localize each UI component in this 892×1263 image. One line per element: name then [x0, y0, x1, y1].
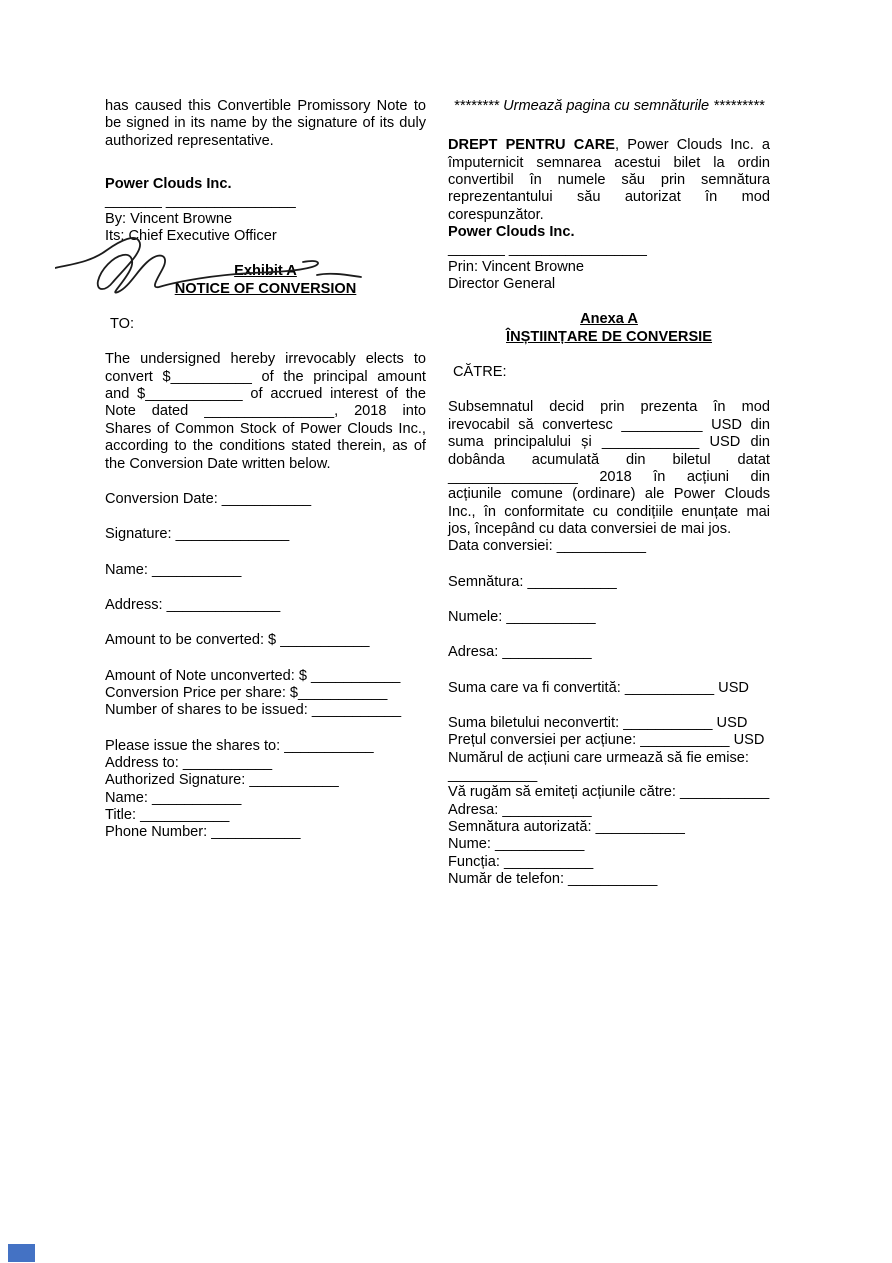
romanian-column [448, 98, 770, 888]
form-fields-spaced-ro [448, 574, 770, 697]
text-line: convertibil în numele său prin semnătura [448, 172, 770, 189]
text-line: Suma biletului neconvertit: ___________ USD [448, 714, 748, 731]
signature-page-note: ******** Urmează pagina cu semnăturile ********* [453, 98, 765, 114]
text-line: convert $__________ of the principal amount [105, 368, 426, 385]
text-line: and $____________ of accrued interest of the [105, 386, 426, 403]
form-fields-block1-en [105, 668, 426, 720]
form-fields-block2-en [105, 738, 426, 842]
text-line: acțiunile comune (ordinare) ale Power Clouds [448, 486, 770, 503]
form-fields-block-ro [448, 715, 770, 888]
text-line: Amount to be converted: $ ___________ [105, 632, 370, 649]
text-line: ___________ [448, 766, 538, 783]
text-line: Adresa: ___________ [448, 801, 592, 818]
signature-block-ro [448, 224, 770, 293]
text-line: Shares of Common Stock of Power Clouds Inc., [105, 420, 426, 437]
company-name: Power Clouds Inc. [448, 224, 575, 241]
english-column [105, 98, 426, 842]
text-line: Amount of Note unconverted: $ ___________ [105, 667, 401, 684]
conversion-paragraph-en [105, 351, 426, 472]
text-line: dobânda acumulată din biletul datat [448, 451, 770, 468]
text-line: Inc., în conformitate cu condițiile enunțate mai [448, 503, 770, 520]
page-corner-artifact [8, 1244, 35, 1262]
text-line: Address: ______________ [105, 596, 281, 613]
text-line: Conversion Price per share: $___________ [105, 684, 388, 701]
notice-of-conversion-heading-ro: ÎNȘTIINȚARE DE CONVERSIE [506, 328, 712, 345]
text-line: împuternicit semnarea acestui bilet la ordin [448, 154, 770, 171]
witness-paragraph-ro [448, 137, 770, 224]
annex-heading: Anexa A [580, 311, 638, 328]
text-line: jos, începând cu data conversiei de mai jos. [448, 520, 732, 537]
conversion-paragraph-ro [448, 399, 770, 555]
signature-underline: _______ ________________ [105, 193, 296, 210]
text-line: Semnătura autorizată: ___________ [448, 819, 685, 835]
form-fields-spaced-en [105, 491, 426, 650]
to-label: TO: [110, 316, 135, 333]
text-line: Signature: ______________ [105, 526, 290, 543]
text-line: Adresa: ___________ [448, 644, 592, 661]
text-line: suma principalului și ____________ USD din [448, 434, 770, 451]
text-line: Data conversiei: ___________ [448, 538, 646, 555]
signed-by: Prin: Vincent Browne [448, 258, 585, 275]
text-line: Subsemnatul decid prin prezenta în mod [448, 399, 770, 416]
text-line: be signed in its name by the signature of its duly [105, 115, 426, 132]
text-line: according to the conditions stated therein, as of [105, 438, 426, 455]
text-line: Nume: ___________ [448, 836, 585, 853]
text-line: Note dated ________________, 2018 into [105, 403, 426, 420]
text-line: Vă rugăm să emiteți acțiunile către: ___________ [448, 784, 770, 801]
text-line: Address to: ___________ [105, 754, 273, 771]
signed-title: Its: Chief Executive Officer [105, 228, 277, 245]
catre-label: CĂTRE: [453, 364, 507, 381]
text-line: Name: ___________ [105, 561, 242, 578]
signature-underline: _______ _________________ [448, 241, 647, 258]
closing-paragraph [105, 98, 426, 150]
text-line: reprezentantului său autorizat în mod [448, 189, 770, 206]
text-line: Conversion Date: ___________ [105, 490, 312, 507]
text-line: Suma care va fi convertită: ___________ USD [448, 679, 749, 696]
notice-of-conversion-heading: NOTICE OF CONVERSION [174, 280, 357, 297]
signature-block-en [105, 176, 426, 245]
text-line: Funcția: ___________ [448, 853, 594, 870]
text-line: irevocabil să convertesc __________ USD din [448, 416, 770, 433]
text-line: Phone Number: ___________ [105, 824, 301, 841]
text-line: corespunzător. [448, 206, 544, 223]
text-line: Prețul conversiei per acțiune: ___________ USD [448, 732, 765, 749]
signed-by: By: Vincent Browne [105, 210, 233, 227]
witness-continuation [448, 155, 770, 224]
text-line: Număr de telefon: ___________ [448, 871, 658, 888]
text-line: Authorized Signature: ___________ [105, 772, 339, 789]
signed-title: Director General [448, 276, 556, 293]
text-line: the Conversion Date written below. [105, 455, 331, 472]
text-line: Please issue the shares to: ___________ [105, 737, 374, 754]
text-line: Numele: ___________ [448, 608, 596, 625]
text-line: ________________ 2018 în acțiuni din [448, 468, 770, 485]
witness-rest-text: , Power Clouds Inc. a [615, 137, 770, 154]
text-line: Number of shares to be issued: ___________ [105, 702, 402, 719]
exhibit-heading: Exhibit A [234, 263, 297, 280]
text-line: Name: ___________ [105, 789, 242, 806]
witness-line-1 [448, 137, 770, 154]
company-name: Power Clouds Inc. [105, 176, 232, 193]
text-line: Semnătura: ___________ [448, 573, 617, 590]
text-line: has caused this Convertible Promissory Note to [105, 98, 426, 114]
text-line: Title: ___________ [105, 806, 230, 823]
text-line: The undersigned hereby irrevocably elects to [105, 351, 426, 368]
text-line: authorized representative. [105, 132, 274, 149]
text-line: Numărul de acțiuni care urmează să fie emise: [448, 749, 749, 766]
witness-bold-text: DREPT PENTRU CARE [448, 137, 616, 154]
